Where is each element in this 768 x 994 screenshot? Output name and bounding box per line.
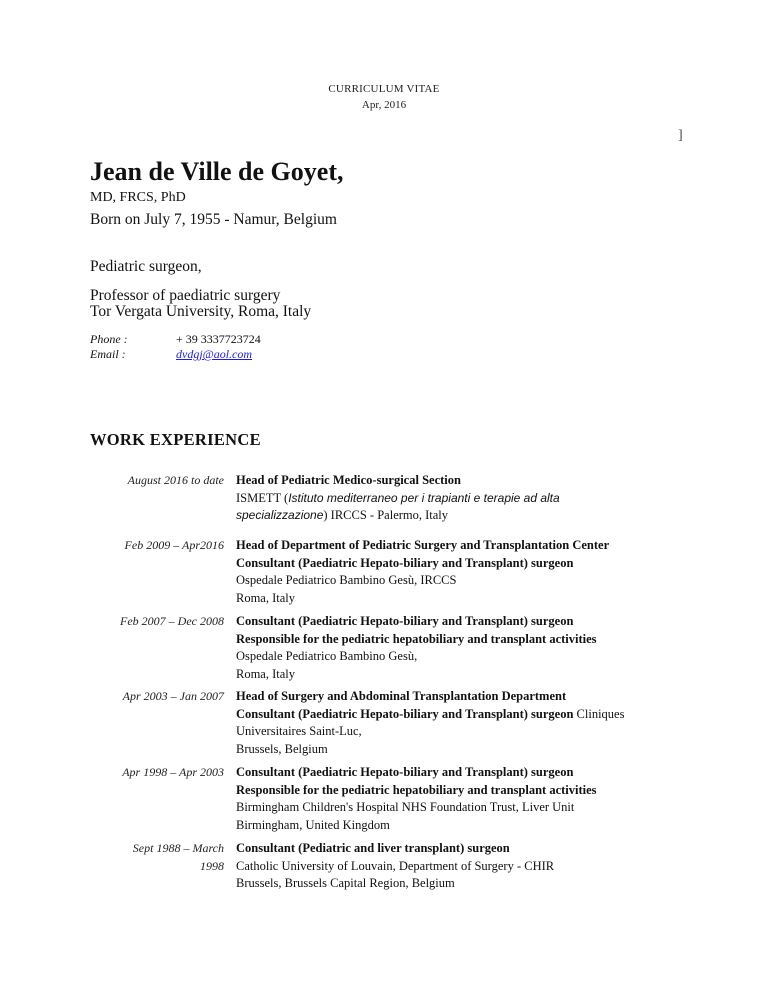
work-entry-role: Responsible for the pediatric hepatobiliary and transplant activities [236, 782, 597, 797]
work-entry-location: Birmingham, United Kingdom [236, 817, 390, 832]
work-entry-institution-cont: Universitaires Saint-Luc, [236, 724, 362, 739]
phone-label: Phone : [90, 332, 128, 346]
work-entry-body [236, 688, 676, 758]
work-entry-date: Feb 2007 – Dec 2008 [120, 614, 224, 628]
work-entry-location: Brussels, Belgium [236, 741, 328, 756]
person-role: Pediatric surgeon, [90, 258, 202, 275]
person-name: Jean de Ville de Goyet, [90, 157, 344, 186]
work-entry-location: Roma, Italy [236, 666, 296, 681]
document-title: CURRICULUM VITAE [328, 83, 440, 95]
work-experience-heading: WORK EXPERIENCE [90, 430, 261, 449]
person-degrees: MD, FRCS, PhD [90, 190, 186, 205]
work-entry-role: Consultant (Paediatric Hepato-biliary and Transplant) surgeon [236, 706, 574, 721]
work-entry-position: Head of Pediatric Medico-surgical Section [236, 473, 461, 487]
work-entry-position: Head of Surgery and Abdominal Transplantation Department [236, 689, 567, 703]
person-birth: Born on July 7, 1955 - Namur, Belgium [90, 211, 337, 228]
contact-email-row [90, 347, 252, 362]
work-entry-body [236, 764, 676, 834]
work-entry-date [95, 840, 224, 875]
work-entry-institution: Ospedale Pediatrico Bambino Gesù, IRCCS [236, 573, 457, 588]
work-entry-body [236, 613, 676, 683]
institution-location: ) IRCCS - Palermo, Italy [323, 508, 449, 523]
work-entry-date-start: Sept 1988 – March [132, 841, 224, 855]
work-entry-body [236, 840, 676, 893]
work-entry-institution: Cliniques [573, 706, 625, 721]
bracket-mark: ] [678, 128, 683, 143]
work-entry-institution: Birmingham Children's Hospital NHS Foundation Trust, Liver Unit [236, 800, 575, 815]
document-date: Apr, 2016 [361, 99, 407, 111]
work-entry-role-row [236, 706, 676, 724]
institution-full-name-cont: specializzazione [236, 508, 324, 523]
work-entry-location: Brussels, Brussels Capital Region, Belgium [236, 876, 455, 891]
contact-phone-row [90, 332, 261, 347]
institution-prefix: ISMETT ( [236, 490, 289, 505]
work-entry-role: Consultant (Paediatric Hepato-biliary and Transplant) surgeon [236, 555, 574, 570]
work-entry-date: August 2016 to date [127, 473, 224, 487]
email-label: Email : [90, 347, 126, 361]
work-entry-position: Consultant (Pediatric and liver transplant) surgeon [236, 841, 510, 855]
work-entry-position: Consultant (Paediatric Hepato-biliary and Transplant) surgeon [236, 614, 574, 628]
work-entry-location: Roma, Italy [236, 590, 296, 605]
work-entry-date-end: 1998 [200, 858, 224, 873]
work-entry-role: Responsible for the pediatric hepatobiliary and transplant activities [236, 631, 597, 646]
work-entry-institution: Catholic University of Louvain, Department of Surgery - CHIR [236, 858, 555, 873]
institution-full-name: Istituto mediterraneo per i trapianti e terapie ad alta [288, 490, 560, 505]
work-entry-body [236, 537, 676, 607]
work-entry-institution: Ospedale Pediatrico Bambino Gesù, [236, 649, 418, 664]
work-entry-date: Apr 2003 – Jan 2007 [122, 689, 224, 703]
work-entry-body [236, 472, 676, 525]
work-entry-position: Head of Department of Pediatric Surgery and Transplantation Center [236, 538, 610, 552]
work-entry-position: Consultant (Paediatric Hepato-biliary and Transplant) surgeon [236, 765, 574, 779]
work-entry-institution-cont [236, 507, 676, 525]
person-affiliation: Tor Vergata University, Roma, Italy [90, 303, 312, 320]
work-entry-date: Apr 1998 – Apr 2003 [122, 765, 224, 779]
phone-value: + 39 3337723724 [176, 332, 261, 346]
work-entry-institution [236, 490, 676, 508]
email-link[interactable]: dvdgj@aol.com [176, 347, 253, 361]
work-entry-date: Feb 2009 – Apr2016 [124, 538, 224, 552]
person-position: Professor of paediatric surgery [90, 287, 281, 304]
